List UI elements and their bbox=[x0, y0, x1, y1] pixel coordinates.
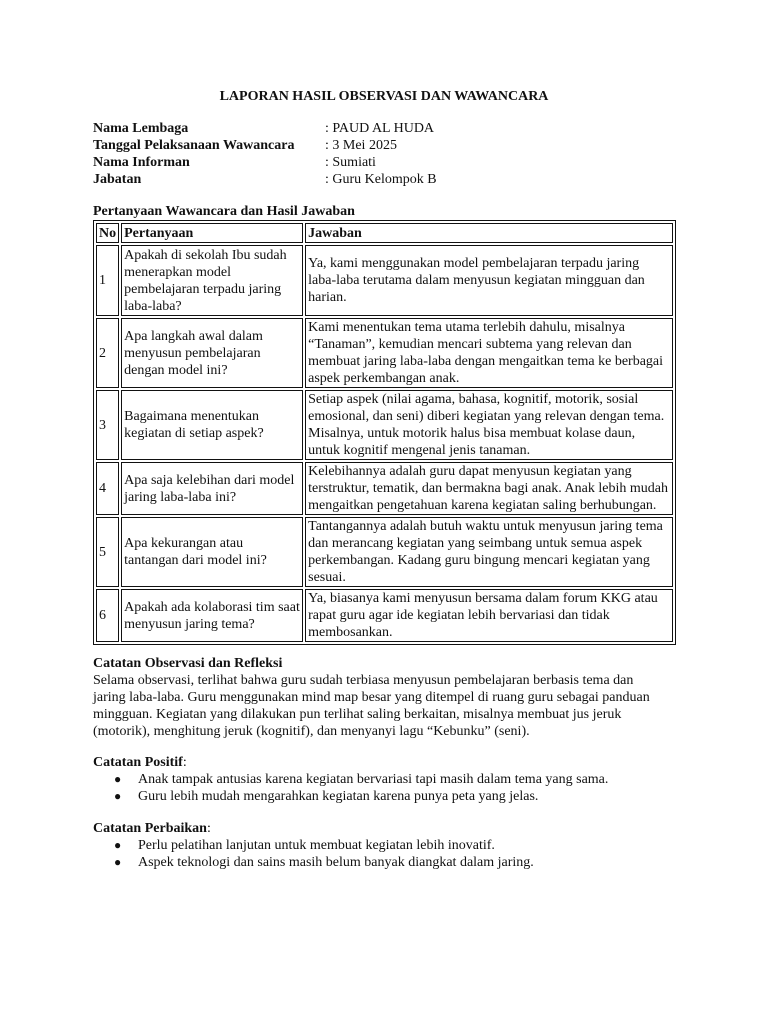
list-item bbox=[93, 771, 693, 788]
row-number: 6 bbox=[96, 589, 119, 642]
info-label: Nama Informan bbox=[93, 155, 190, 170]
question-cell: Apakah di sekolah Ibu sudah menerapkan model pembelajaran terpadu jaring laba-laba? bbox=[121, 245, 303, 316]
row-number: 5 bbox=[96, 517, 119, 587]
info-row-informan bbox=[93, 154, 593, 171]
bullet-icon: ● bbox=[114, 789, 122, 803]
positive-notes-section bbox=[93, 754, 693, 805]
answer-cell: Ya, kami menggunakan model pembelajaran terpadu jaring laba-laba terutama dalam menyusun kegiatan mingguan dan harian. bbox=[305, 245, 673, 316]
question-cell: Apa langkah awal dalam menyusun pembelajaran dengan model ini? bbox=[121, 318, 303, 388]
heading-colon: : bbox=[182, 755, 187, 770]
table-row bbox=[96, 517, 673, 587]
observation-title: Catatan Observasi dan Refleksi bbox=[93, 656, 283, 671]
row-number: 4 bbox=[96, 462, 119, 515]
info-label: Nama Lembaga bbox=[93, 121, 189, 136]
row-number: 2 bbox=[96, 318, 119, 388]
positive-notes-heading bbox=[93, 754, 693, 771]
answer-cell: Tantangannya adalah butuh waktu untuk menyusun jaring tema dan merancang kegiatan yang seimbang untuk semua aspek perkembangan. Kadang guru bingung mencari kegiatan yang sesuai. bbox=[305, 517, 673, 587]
list-item-text: Anak tampak antusias karena kegiatan bervariasi tapi masih dalam tema yang sama. bbox=[138, 772, 609, 787]
info-row-jabatan bbox=[93, 171, 593, 188]
positive-notes-list bbox=[93, 771, 693, 805]
list-item bbox=[93, 837, 693, 854]
heading-colon: : bbox=[206, 821, 211, 836]
info-value: : Sumiati bbox=[325, 155, 376, 170]
row-number: 1 bbox=[96, 245, 119, 316]
positive-notes-title: Catatan Positif bbox=[93, 755, 183, 770]
bullet-icon: ● bbox=[114, 855, 122, 869]
info-label: Tanggal Pelaksanaan Wawancara bbox=[93, 138, 295, 153]
info-value: : PAUD AL HUDA bbox=[325, 121, 435, 136]
observation-section bbox=[93, 655, 693, 740]
info-label: Jabatan bbox=[93, 172, 142, 187]
list-item bbox=[93, 788, 693, 805]
info-value: : 3 Mei 2025 bbox=[325, 138, 397, 153]
question-cell: Apa kekurangan atau tantangan dari model ini? bbox=[121, 517, 303, 587]
table-row bbox=[96, 390, 673, 460]
list-item-text: Perlu pelatihan lanjutan untuk membuat kegiatan lebih inovatif. bbox=[138, 838, 495, 853]
table-title: Pertanyaan Wawancara dan Hasil Jawaban bbox=[93, 204, 355, 219]
row-number: 3 bbox=[96, 390, 119, 460]
answer-cell: Setiap aspek (nilai agama, bahasa, kognitif, motorik, sosial emosional, dan seni) diberi kegiatan yang relevan dengan tema. Misalnya, untuk motorik halus bisa membuat kolase daun, untuk kognitif mengenal jenis tanaman. bbox=[305, 390, 673, 460]
header-jawaban: Jawaban bbox=[305, 223, 673, 243]
info-row-tanggal bbox=[93, 137, 593, 154]
table-row bbox=[96, 462, 673, 515]
improvement-notes-title: Catatan Perbaikan bbox=[93, 821, 207, 836]
header-pertanyaan: Pertanyaan bbox=[121, 223, 303, 243]
interview-table bbox=[93, 220, 676, 645]
info-block bbox=[93, 120, 593, 188]
improvement-notes-section bbox=[93, 820, 693, 871]
list-item-text: Guru lebih mudah mengarahkan kegiatan karena punya peta yang jelas. bbox=[138, 789, 539, 804]
info-value: : Guru Kelompok B bbox=[325, 172, 437, 187]
bullet-icon: ● bbox=[114, 772, 122, 786]
header-no: No bbox=[96, 223, 119, 243]
bullet-icon: ● bbox=[114, 838, 122, 852]
answer-cell: Kami menentukan tema utama terlebih dahulu, misalnya “Tanaman”, kemudian mencari subtema yang relevan dan membuat jaring laba-laba dengan mengaitkan tema ke berbagai aspek perkembangan anak. bbox=[305, 318, 673, 388]
table-header-row bbox=[96, 223, 673, 243]
question-cell: Apa saja kelebihan dari model jaring laba-laba ini? bbox=[121, 462, 303, 515]
table-row bbox=[96, 245, 673, 316]
answer-cell: Ya, biasanya kami menyusun bersama dalam forum KKG atau rapat guru agar ide kegiatan lebih bervariasi dan tidak membosankan. bbox=[305, 589, 673, 642]
list-item-text: Aspek teknologi dan sains masih belum banyak diangkat dalam jaring. bbox=[138, 855, 534, 870]
document-title: LAPORAN HASIL OBSERVASI DAN WAWANCARA bbox=[219, 89, 549, 104]
answer-cell: Kelebihannya adalah guru dapat menyusun kegiatan yang terstruktur, tematik, dan bermakna bagi anak. Anak lebih mudah mengaitkan pengetahuan karena kegiatan saling berhubungan. bbox=[305, 462, 673, 515]
list-item bbox=[93, 854, 693, 871]
table-row bbox=[96, 589, 673, 642]
improvement-notes-list bbox=[93, 837, 693, 871]
question-cell: Bagaimana menentukan kegiatan di setiap aspek? bbox=[121, 390, 303, 460]
table-row bbox=[96, 318, 673, 388]
improvement-notes-heading bbox=[93, 820, 693, 837]
info-row-lembaga bbox=[93, 120, 593, 137]
observation-text: Selama observasi, terlihat bahwa guru sudah terbiasa menyusun pembelajaran berbasis tema dan jaring laba-laba. Guru menggunakan mind map besar yang ditempel di ruang guru sebagai panduan mingguan. Kegiatan yang dilakukan pun terlihat saling berkaitan, misalnya membuat jus jeruk (motorik), menghitung jeruk (kognitif), dan menyanyi lagu “Kebunku” (seni). bbox=[93, 673, 650, 739]
question-cell: Apakah ada kolaborasi tim saat menyusun jaring tema? bbox=[121, 589, 303, 642]
